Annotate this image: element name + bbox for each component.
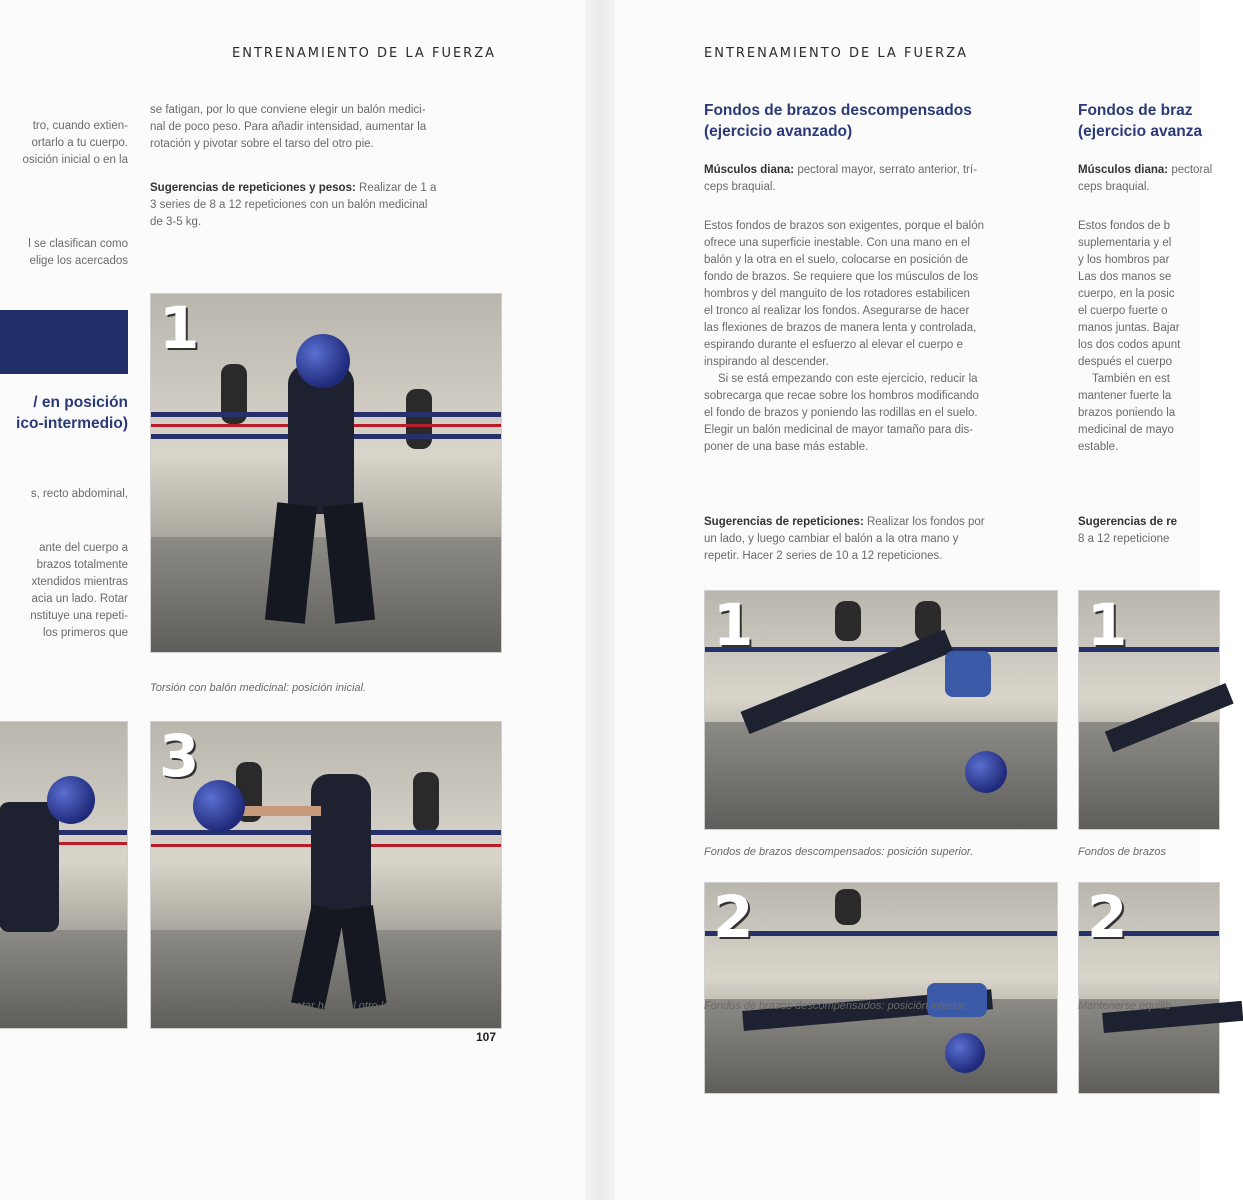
book-gutter [585, 0, 615, 1200]
suggestions-text [1078, 514, 1218, 548]
running-head: ENTRENAMIENTO DE LA FUERZA [704, 46, 968, 61]
athlete-figure [741, 629, 954, 734]
photo-caption: Fondos de brazos [1078, 846, 1167, 858]
exercise-photo [150, 721, 502, 1029]
exercise-heading [704, 100, 1064, 142]
medicine-ball [296, 334, 350, 388]
athlete-torso [945, 651, 991, 697]
text-line: ortarlo a tu cuerpo. [31, 137, 128, 149]
text-line: nal de poco peso. Para añadir intensidad, aumentar la [150, 121, 427, 133]
medicine-ball [945, 1033, 985, 1073]
gym-floor [0, 930, 127, 1028]
text-line: manos juntas. Bajar [1078, 322, 1180, 334]
text-line: poner de una base más estable. [704, 441, 869, 453]
punching-bag [835, 889, 861, 925]
text-line: pectoral [1171, 164, 1213, 176]
text-line: mantener fuerte la [1078, 390, 1172, 402]
text-line: También en est [1092, 373, 1170, 385]
text-line: ceps braquial. [1078, 181, 1150, 193]
text-line: Estos fondos de brazos son exigentes, porque el balón [704, 220, 985, 232]
heading-line: Fondos de brazos descompensados [704, 102, 972, 119]
left-col1-top-text [0, 118, 128, 169]
left-page [0, 0, 585, 1200]
gym-floor [1079, 722, 1219, 829]
photo-caption: Fondos de brazos descompensados: posición inferior. [704, 1000, 968, 1012]
text-line: Estos fondos de b [1078, 220, 1171, 232]
text-line: ceps braquial. [704, 181, 776, 193]
text-line: y los hombros par [1078, 254, 1170, 266]
text-line: el tronco al realizar los fondos. Asegurarse de hacer [704, 305, 970, 317]
left-suggestions [150, 180, 502, 231]
ring-rope [705, 931, 1057, 936]
left-col2-text [150, 102, 502, 153]
photo-caption: Mantenerse equilib [1078, 1000, 1171, 1012]
left-col1-desc [0, 540, 128, 642]
exercise-heading [1078, 100, 1218, 142]
text-line: fondo de brazos. Se requiere que los músculos de los [704, 271, 979, 283]
description-paragraph [1078, 218, 1218, 456]
text-line: de 3-5 kg. [150, 216, 202, 228]
heading-line: Fondos de braz [1078, 102, 1193, 119]
left-muscles-line: s, recto abdominal, [30, 488, 128, 500]
heading-line: ico-intermedio) [16, 415, 128, 432]
text-line: Realizar los fondos por [867, 516, 985, 528]
step-number: 1 [713, 591, 754, 659]
suggestions-label: Sugerencias de repeticiones y pesos: [150, 182, 356, 194]
exercise-photo [1078, 882, 1220, 1094]
heading-line: / en posición [33, 394, 128, 411]
exercise-photo [150, 293, 502, 653]
text-line: balón y la otra en el suelo, colocarse en posición de [704, 254, 969, 266]
step-number: 3 [159, 722, 200, 790]
suggestions-text [704, 514, 1060, 565]
muscles-label: Músculos diana: [1078, 164, 1169, 176]
section-banner [0, 310, 128, 374]
left-section-heading [0, 392, 128, 434]
description-paragraph [704, 218, 1060, 456]
photo-caption: cia un lado. [58, 1000, 115, 1012]
text-line: tro, cuando extien- [32, 120, 128, 132]
heading-line: (ejercicio avanza [1078, 123, 1203, 140]
text-line: xtendidos mientras [31, 576, 128, 588]
punching-bag [413, 772, 439, 832]
ring-rope [705, 647, 1057, 652]
text-line: después el cuerpo [1078, 356, 1172, 368]
text-line: espirando durante el esfuerzo al elevar el cuerpo e [704, 339, 963, 351]
exercise-photo [0, 721, 128, 1029]
punching-bag [835, 601, 861, 641]
text-line: los primeros que [42, 627, 128, 639]
step-number: 1 [159, 294, 200, 362]
medicine-ball [47, 776, 95, 824]
text-line: sobrecarga que recae sobre los hombros modificando [704, 390, 979, 402]
text-line: ofrece una superficie inestable. Con una mano en el [704, 237, 970, 249]
athlete-figure [0, 802, 59, 932]
athlete-figure [311, 774, 371, 914]
text-line: Si se está empezando con este ejercicio, reducir la [718, 373, 978, 385]
medicine-ball [193, 780, 245, 832]
step-number: 2 [713, 883, 754, 951]
text-line: medicinal de mayo [1078, 424, 1174, 436]
text-line: se fatigan, por lo que conviene elegir un balón medici- [150, 104, 426, 116]
muscles-text [1078, 162, 1218, 196]
muscles-label: Músculos diana: [704, 164, 795, 176]
text-line: hombros y del manguito de los rotadores estabilicen [704, 288, 970, 300]
exercise-photo [704, 882, 1058, 1094]
text-line: un lado, y luego cambiar el balón a la otra mano y [704, 533, 959, 545]
text-line: los dos codos apunt [1078, 339, 1181, 351]
text-line: 8 a 12 repeticione [1078, 533, 1170, 545]
exercise-photo [1078, 590, 1220, 830]
text-line: Realizar de 1 a [359, 182, 437, 194]
text-line: osición inicial o en la [22, 154, 128, 166]
exercise-photo [704, 590, 1058, 830]
step-number: 1 [1087, 591, 1128, 659]
text-line: rotación y pivotar sobre el tarso del otro pie. [150, 138, 374, 150]
text-line: inspirando al descender. [704, 356, 829, 368]
step-number: 2 [1087, 883, 1128, 951]
text-line: l se clasifican como [28, 238, 128, 250]
text-line: cuerpo, en la posic [1078, 288, 1175, 300]
text-line: el fondo de brazos y poniendo las rodillas en el suelo. [704, 407, 978, 419]
text-line: estable. [1078, 441, 1119, 453]
text-line: brazos poniendo la [1078, 407, 1176, 419]
text-line: repetir. Hacer 2 series de 10 a 12 repeticiones. [704, 550, 943, 562]
text-line: acia un lado. Rotar [31, 593, 128, 605]
left-col1-mid-text [0, 236, 128, 270]
text-line: Elegir un balón medicinal de mayor tamaño para dis- [704, 424, 974, 436]
text-line: ante del cuerpo a [39, 542, 128, 554]
text-line: 3 series de 8 a 12 repeticiones con un balón medicinal [150, 199, 428, 211]
right-page [615, 0, 1213, 1200]
muscles-text [704, 162, 1060, 196]
photo-caption: Torsión con balón medicinal: rotar hacia el otro lado. [150, 1000, 405, 1012]
photo-caption: Fondos de brazos descompensados: posición superior. [704, 846, 974, 858]
text-line: suplementaria y el [1078, 237, 1172, 249]
text-line: el cuerpo fuerte o [1078, 305, 1168, 317]
page-number: 107 [476, 1030, 497, 1044]
text-line: Las dos manos se [1078, 271, 1172, 283]
photo-caption: Torsión con balón medicinal: posición inicial. [150, 682, 367, 694]
text-line: elige los acercados [29, 255, 128, 267]
gym-floor [151, 537, 501, 652]
text-line: pectoral mayor, serrato anterior, trí- [797, 164, 977, 176]
suggestions-label: Sugerencias de repeticiones: [704, 516, 864, 528]
text-line: nstituye una repeti- [30, 610, 128, 622]
punching-bag [406, 389, 432, 449]
text-line: las flexiones de brazos de manera lenta y controlada, [704, 322, 977, 334]
heading-line: (ejercicio avanzado) [704, 123, 853, 140]
suggestions-label: Sugerencias de re [1078, 516, 1178, 528]
running-head: ENTRENAMIENTO DE LA FUERZA [232, 46, 496, 61]
medicine-ball [965, 751, 1007, 793]
text-line: brazos totalmente [36, 559, 128, 571]
